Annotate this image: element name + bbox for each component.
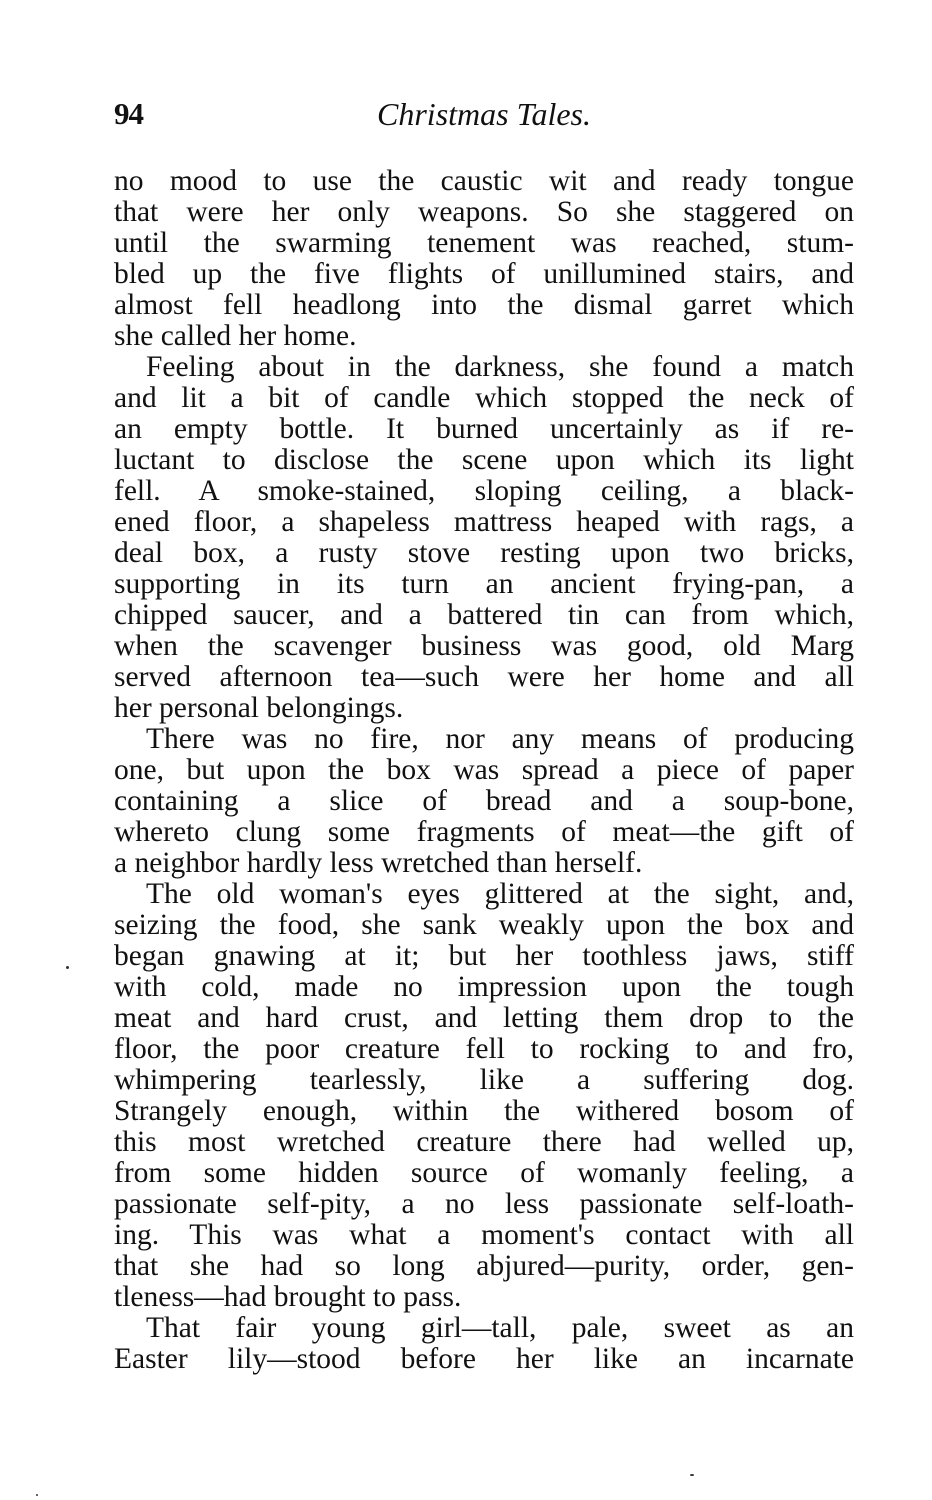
text-line: bled up the five flights of unillumined stairs, and	[114, 258, 854, 290]
text-line: That fair young girl—tall, pale, sweet as an	[146, 1312, 854, 1344]
running-title: Christmas Tales.	[377, 96, 591, 132]
text-line: Feeling about in the darkness, she found a match	[146, 351, 854, 383]
page-number: 94	[114, 96, 143, 131]
text-line: her personal belongings.	[114, 692, 404, 724]
text-line: until the swarming tenement was reached, stum-	[114, 227, 854, 259]
text-line: floor, the poor creature fell to rocking to and fro,	[114, 1033, 854, 1065]
text-line: this most wretched creature there had welled up,	[114, 1126, 854, 1158]
text-line: that she had so long abjured—purity, order, gen-	[114, 1250, 854, 1282]
text-line: almost fell headlong into the dismal garret which	[114, 289, 854, 321]
text-line: ing. This was what a moment's contact with all	[114, 1219, 854, 1251]
text-line: from some hidden source of womanly feeling, a	[114, 1157, 854, 1189]
print-speck	[690, 1474, 694, 1476]
text-line: ened floor, a shapeless mattress heaped with rags, a	[114, 506, 854, 538]
text-line: chipped saucer, and a battered tin can from which,	[114, 599, 854, 631]
text-line: whereto clung some fragments of meat—the gift of	[114, 816, 854, 848]
text-line: no mood to use the caustic wit and ready tongue	[114, 165, 854, 197]
text-line: and lit a bit of candle which stopped the neck of	[114, 382, 854, 414]
text-line: seizing the food, she sank weakly upon the box and	[114, 909, 854, 941]
text-line: fell. A smoke-stained, sloping ceiling, a black-	[114, 475, 854, 507]
text-line: deal box, a rusty stove resting upon two bricks,	[114, 537, 854, 569]
text-line: supporting in its turn an ancient frying-pan, a	[114, 568, 854, 600]
text-line: Strangely enough, within the withered bosom of	[114, 1095, 854, 1127]
text-line: There was no fire, nor any means of producing	[146, 723, 854, 755]
text-line: when the scavenger business was good, old Marg	[114, 630, 854, 662]
text-line: served afternoon tea—such were her home and all	[114, 661, 854, 693]
text-line: an empty bottle. It burned uncertainly as if re-	[114, 413, 854, 445]
page-header	[114, 96, 854, 140]
text-line: one, but upon the box was spread a piece of paper	[114, 754, 854, 786]
print-speck	[66, 966, 69, 969]
text-line: with cold, made no impression upon the tough	[114, 971, 854, 1003]
text-line: tleness—had brought to pass.	[114, 1281, 462, 1313]
text-line: meat and hard crust, and letting them drop to the	[114, 1002, 854, 1034]
text-line: she called her home.	[114, 320, 357, 352]
text-line: Easter lily—stood before her like an incarnate	[114, 1343, 854, 1375]
text-line: began gnawing at it; but her toothless jaws, stiff	[114, 940, 854, 972]
text-line: passionate self-pity, a no less passionate self-loath-	[114, 1188, 854, 1220]
text-line: whimpering tearlessly, like a suffering dog.	[114, 1064, 854, 1096]
print-speck	[36, 1494, 38, 1496]
text-line: containing a slice of bread and a soup-bone,	[114, 785, 854, 817]
text-line: a neighbor hardly less wretched than herself.	[114, 847, 643, 879]
body-text	[114, 166, 854, 1375]
text-line: luctant to disclose the scene upon which its light	[114, 444, 854, 476]
text-line: that were her only weapons. So she staggered on	[114, 196, 854, 228]
text-line: The old woman's eyes glittered at the sight, and,	[146, 878, 854, 910]
